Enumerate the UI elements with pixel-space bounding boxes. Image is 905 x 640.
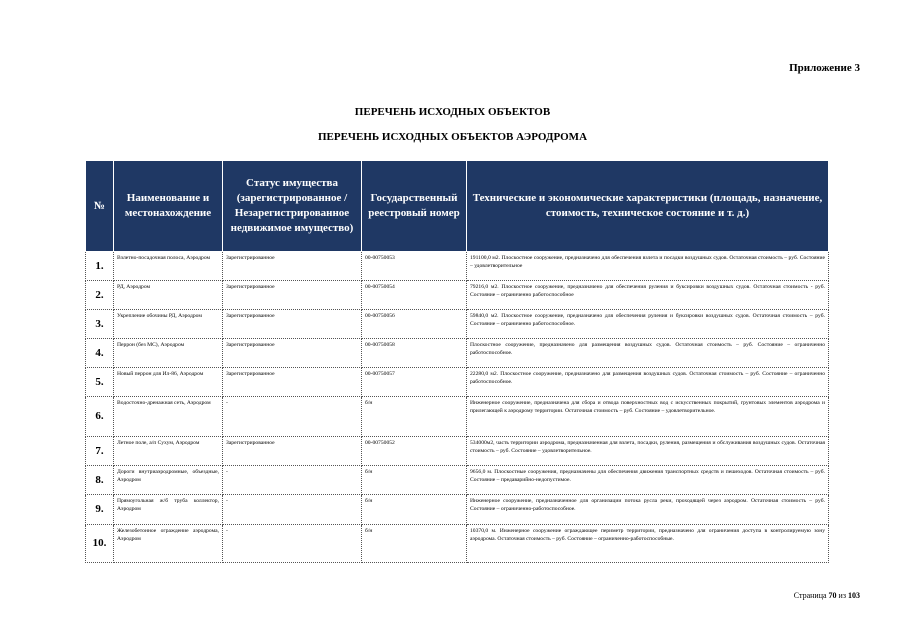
row-number: 2. (86, 281, 114, 310)
object-status: Зарегистрированное (223, 281, 362, 310)
registry-number: б/н (362, 525, 467, 563)
object-name: Водосточно-дренажная сеть, Аэродром (114, 397, 223, 437)
registry-number: б/н (362, 495, 467, 525)
registry-number: б/н (362, 466, 467, 495)
header-characteristics: Технические и экономические характеристики (площадь, назначение, стоимость, техническое состояние и т. д.) (467, 161, 829, 252)
object-status: Зарегистрированное (223, 437, 362, 466)
object-name: Взлетно-посадочная полоса, Аэродром (114, 252, 223, 281)
object-characteristics: 59840,0 м2. Плоскостное сооружение, предназначено для обеспечения руления и буксировки воздушных судов. Остаточная стоимость – руб. Состояние – ограниченно работоспособное. (467, 310, 829, 339)
registry-number: б/н (362, 397, 467, 437)
object-name: Новый перрон для Ил-86, Аэродром (114, 368, 223, 397)
page-separator: из (838, 591, 846, 600)
object-status: Зарегистрированное (223, 339, 362, 368)
appendix-label: Приложение 3 (789, 62, 860, 74)
object-status: - (223, 495, 362, 525)
row-number: 9. (86, 495, 114, 525)
registry-number: 00-00750053 (362, 252, 467, 281)
row-number: 3. (86, 310, 114, 339)
row-number: 4. (86, 339, 114, 368)
header-status: Статус имущества (зарегистрированное / Незарегистрированное недвижимое имущество) (223, 161, 362, 252)
page-current: 70 (828, 591, 837, 600)
object-name: Перрон (без МС), Аэродром (114, 339, 223, 368)
object-name: Прямоугольная ж/б труба коллектор, Аэродром (114, 495, 223, 525)
row-number: 6. (86, 397, 114, 437)
row-number: 1. (86, 252, 114, 281)
table-row (86, 437, 829, 466)
table-row (86, 339, 829, 368)
object-name: Укрепление обочины РД, Аэродром (114, 310, 223, 339)
object-name: Дороги внутриаэродромные, объездные, Аэродром (114, 466, 223, 495)
document-subtitle: ПЕРЕЧЕНЬ ИСХОДНЫХ ОБЪЕКТОВ АЭРОДРОМА (317, 131, 588, 143)
row-number: 10. (86, 525, 114, 563)
object-characteristics: 10370,0 м. Инженерное сооружение ограждающее периметр территории, предназначено для ограничения доступа в контролируемую зону аэродрома. Остаточная стоимость – руб. Состояние – ограниченно-работоспособные. (467, 525, 829, 563)
table-header-row (86, 161, 829, 252)
object-characteristics: 22280,0 м2. Плоскостное сооружение, предназначено для размещения воздушных судов. Остаточная стоимость – руб. Состояние – ограниченно работоспособное. (467, 368, 829, 397)
page-total: 103 (848, 591, 860, 600)
object-status: Зарегистрированное (223, 252, 362, 281)
table-row (86, 368, 829, 397)
object-status: Зарегистрированное (223, 368, 362, 397)
registry-number: 00-00750058 (362, 339, 467, 368)
registry-number: 00-00750054 (362, 281, 467, 310)
document-title: ПЕРЕЧЕНЬ ИСХОДНЫХ ОБЪЕКТОВ (354, 106, 551, 118)
object-characteristics: 79216,0 м2. Плоскостное сооружение, предназначено для обеспечения руления и буксировки воздушных судов. Остаточная стоимость - руб. Состояние – ограниченно работоспособное (467, 281, 829, 310)
table-row (86, 310, 829, 339)
header-number: № (86, 161, 114, 252)
table-row (86, 495, 829, 525)
registry-number: 00-00750057 (362, 368, 467, 397)
object-status: Зарегистрированное (223, 310, 362, 339)
registry-number: 00-00750056 (362, 310, 467, 339)
object-name: РД, Аэродром (114, 281, 223, 310)
table-row (86, 252, 829, 281)
objects-table (85, 160, 829, 563)
table-row (86, 466, 829, 495)
row-number: 5. (86, 368, 114, 397)
header-name: Наименование и местонахождение (114, 161, 223, 252)
row-number: 7. (86, 437, 114, 466)
table-row (86, 281, 829, 310)
header-registry: Государственный реестровый номер (362, 161, 467, 252)
object-name: Железобетонное ограждение аэродрома, Аэродром (114, 525, 223, 563)
table-row (86, 397, 829, 437)
page-counter (794, 591, 860, 600)
object-characteristics: Инженерное сооружение, предназначенное для организации потока русла реки, проходящей через аэродром. Остаточная стоимость – руб. Состояние – ограниченно-работоспособное. (467, 495, 829, 525)
object-status: - (223, 397, 362, 437)
page-prefix: Страница (793, 591, 827, 600)
object-status: - (223, 525, 362, 563)
object-characteristics: 534000м2, часть территории аэродрома, предназначенная для взлета, посадки, руления, размещения и обслуживания воздушных судов. Остаточная стоимость – руб. Состояние – удовлетворительное. (467, 437, 829, 466)
row-number: 8. (86, 466, 114, 495)
object-characteristics: 9656,0 м. Плоскостные сооружения, предназначены для обеспечения движения транспортных средств и пешеходов. Остаточная стоимость – руб. Состояние – предаварийно-недопустимое. (467, 466, 829, 495)
table-row (86, 525, 829, 563)
registry-number: 00-00750052 (362, 437, 467, 466)
object-characteristics: Инженерное сооружение, предназначена для сбора и отвода поверхностных вод с искусственных покрытий, грунтовых элементов аэродрома и прилегающей к аэродрому территории. Остаточная стоимость – руб. Состояние – удовлетворительное. (467, 397, 829, 437)
object-status: - (223, 466, 362, 495)
object-characteristics: 191100,0 м2. Плоскостное сооружение, предназначено для обеспечения взлета и посадки воздушных судов. Остаточная стоимость – руб. Состояние – удовлетворительное (467, 252, 829, 281)
object-name: Летное поле, а/п Сухум, Аэродром (114, 437, 223, 466)
object-characteristics: Плоскостное сооружение, предназначено для размещения воздушных судов. Остаточная стоимость – руб. Состояние – ограниченно работоспособное. (467, 339, 829, 368)
